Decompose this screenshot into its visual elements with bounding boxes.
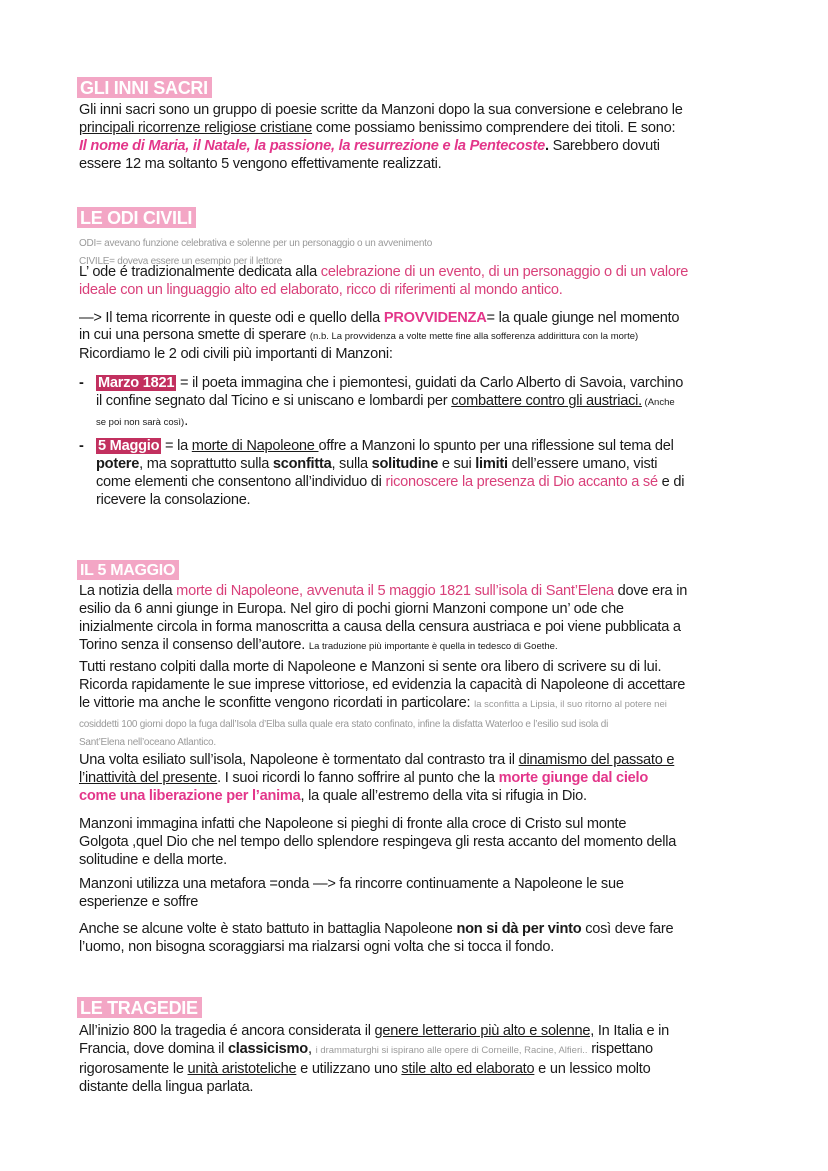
text-segment: = la [161,438,192,454]
text-segment: esperienze e soffre [79,894,199,910]
text-segment: L’ ode é tradizionalmente dedicata alla [79,264,321,280]
text-segment: Tutti restano colpiti dalla morte di Napoleone e Manzoni si sente ora libero di scrivere su di lui. [79,659,662,675]
text-line [96,491,759,509]
text-segment: Francia, dove domina il [79,1041,228,1057]
text-line [79,658,759,676]
text-segment: solitudine e della morte. [79,852,227,868]
text-segment: la sconfitta a Lipsia, il suo ritorno al potere nei [474,699,667,710]
text-segment: Anche se alcune volte è stato battuto in battaglia Napoleone [79,921,457,937]
text-segment: Golgota ,quel Dio che nel tempo dello splendore respingeva gli resta accanto del momento della [79,834,677,850]
text-segment: come possiamo benissimo comprendere dei titoli. E sono: [312,120,676,136]
text-segment: limiti [475,456,508,472]
text-line [79,694,759,714]
bullet-text [96,437,759,509]
text-segment: come elementi che consentono all’individuo di [96,474,386,490]
paragraph-metafora [79,875,759,911]
text-segment: classicismo [227,1041,308,1057]
paragraph-colpiti [79,658,759,750]
text-segment: sconfitta [272,456,332,472]
text-segment: In Italia e in [594,1023,670,1039]
text-line [79,714,759,732]
text-line [79,309,759,327]
bullet-marker: - [79,375,84,391]
text-line [79,618,759,636]
text-line [96,412,759,432]
text-segment: inizialmente circola in forma manoscritta a causa della censura austriaca e poi viene pubblicata a [79,619,681,635]
text-segment: così deve fare [581,921,674,937]
text-line [79,751,759,769]
text-segment: genere letterario più alto e solenne, [374,1023,595,1039]
text-segment: e di [657,474,685,490]
text-segment: dinamismo del passato e [518,752,675,768]
text-segment: morte di Napoleone, avvenuta il 5 maggio 1821 sull’isola di Sant’Elena [176,583,614,599]
paragraph-notizia [79,582,759,656]
text-line [79,938,759,956]
text-line [79,155,759,173]
text-segment: e sui [438,456,476,472]
text-line [79,345,759,363]
text-line [79,600,759,618]
paragraph-esilio [79,751,759,805]
text-segment: Manzoni utilizza una metafora =onda —> fa rincorre continuamente a Napoleone le sue [79,876,624,892]
text-line [79,875,759,893]
text-segment: come una liberazione per l’anima [79,788,301,804]
text-segment: Sant’Elena nell’oceano Atlantico. [79,737,216,748]
text-line [79,851,759,869]
text-segment: morte di Napoleone [191,438,319,454]
bullet-text [96,374,759,432]
text-segment: = la quale giunge nel momento [486,310,680,326]
text-line [79,636,759,656]
text-line [79,893,759,911]
text-segment: l’uomo, non bisogna scoraggiarsi ma rialzarsi ogni volta che si tocca il fondo. [79,939,555,955]
text-line [79,769,759,787]
paragraph-ode-definition [79,263,759,299]
text-segment: potere [96,456,140,472]
text-line [79,732,759,750]
text-line [79,327,759,345]
highlighted-label: 5 Maggio [98,438,160,454]
paragraph-golgota [79,815,759,869]
text-segment: riconoscere la presenza di Dio accanto a sé [385,474,658,490]
text-segment: e un lessico molto [534,1061,651,1077]
text-line [79,920,759,938]
text-line [96,437,759,455]
text-segment: dell’essere umano, visti [507,456,658,472]
text-segment: esilio da 6 anni giunge in Europa. Nel giro di pochi giorni Manzoni compone un’ ode che [79,601,624,617]
text-line [79,676,759,694]
text-segment: . [184,413,188,429]
text-line [79,101,759,119]
text-segment: , [307,1041,316,1057]
text-segment: i drammaturghi si ispirano alle opere di Corneille, Racine, Alfieri.. [315,1045,588,1056]
text-line [79,1040,759,1060]
paragraph-provvidenza [79,309,759,345]
text-segment: combattere contro gli austriaci. [451,393,642,409]
text-segment: solitudine [371,456,439,472]
text-segment: le vittorie ma anche le sconfitte vengono ricordati in particolare: [79,695,475,711]
text-segment: La notizia della [79,583,177,599]
text-segment: = il poeta immagina che i piemontesi, guidati da Carlo Alberto di Savoia, varchino [176,375,684,391]
paragraph-inni-intro [79,101,759,173]
text-segment: Torino senza il consenso dell’autore. [79,637,309,653]
text-segment: , sulla [331,456,372,472]
text-segment: Manzoni immagina infatti che Napoleone si pieghi di fronte alla croce di Cristo sul monte [79,816,627,832]
bullet-marzo-1821 [79,374,759,432]
text-segment: morte giunge dal cielo [498,770,648,786]
text-segment: e utilizzano uno [296,1061,402,1077]
text-line [79,1078,759,1096]
heading-odi-civili: LE ODI CIVILI [77,207,196,228]
text-segment: essere 12 ma soltanto 5 vengono effettivamente realizzati. [79,156,442,172]
text-line [79,1022,759,1040]
text-segment: , la quale all’estremo della vita si rifugia in Dio. [300,788,587,804]
text-segment: se poi non sarà così) [96,417,185,428]
text-segment: dove era in [613,583,688,599]
paragraph-non-si-da-per-vinto [79,920,759,956]
heading-inni-sacri: GLI INNI SACRI [77,77,212,98]
text-line [96,473,759,491]
text-line [79,263,759,281]
text-segment: rispettano [587,1041,653,1057]
text-segment: . I suoi ricordi lo fanno soffrire al punto che la [217,770,499,786]
text-line [79,281,759,299]
text-segment: l’inattività del presente [79,770,218,786]
bullet-5-maggio [79,437,759,509]
text-segment: il confine segnato dal Ticino e si uniscano e lombardi per [96,393,452,409]
text-line [79,137,759,155]
paragraph-tragedie [79,1022,759,1096]
text-segment: cosiddetti 100 giorni dopo la fuga dall’Isola d’Elba sulla quale era stato confinato, infine la disfatta Waterloo e l’esilio sud isola di [79,719,609,730]
text-segment: celebrazione di un evento, di un personaggio o di un valore [320,264,689,280]
text-segment: Il nome di Maria, il Natale, la passione, la resurrezione e la Pentecoste [79,138,545,154]
text-segment: CIVILE= doveva essere un esempio per il lettore [79,256,283,267]
heading-tragedie: LE TRAGEDIE [77,997,202,1018]
text-segment: stile alto ed elaborato [401,1061,535,1077]
text-segment: unità aristoteliche [187,1061,297,1077]
heading-5-maggio: IL 5 MAGGIO [77,560,179,580]
text-segment: ODI= avevano funzione celebrativa e solenne per un personaggio o un avvenimento [79,238,432,249]
text-segment: (n.b. La provvidenza a volte mette fine alla sofferenza addirittura con la morte) [309,331,639,342]
text-segment: Sarebbero dovuti [548,138,660,154]
text-segment: (Anche [641,397,675,408]
text-line [79,119,759,137]
paragraph-odi-intro [79,345,759,363]
text-line [79,815,759,833]
text-segment: Una volta esiliato sull’isola, Napoleone è tormentato dal contrasto tra il [79,752,519,768]
text-line [79,787,759,805]
text-segment: Ricorda rapidamente le sue imprese vittoriose, ed evidenzia la capacità di Napoleone di accettare [79,677,686,693]
text-line [96,374,759,392]
text-segment: La traduzione più importante è quella in tedesco di Goethe. [308,641,558,652]
text-line [79,833,759,851]
text-segment: Ricordiamo le 2 odi civili più importanti di Manzoni: [79,346,393,362]
text-line [79,582,759,600]
text-segment: ideale con un linguaggio alto ed elaborato, ricco di riferimenti al mondo antico. [79,282,563,298]
text-segment: ricevere la consolazione. [96,492,251,508]
text-segment: principali ricorrenze religiose cristiane [79,120,313,136]
text-segment: , ma soprattutto sulla [139,456,273,472]
text-segment: —> Il tema ricorrente in queste odi e quello della [79,310,384,326]
text-segment: All’inizio 800 la tragedia é ancora considerata il [79,1023,375,1039]
text-line [79,233,759,251]
highlighted-label: Marzo 1821 [98,375,175,391]
text-segment: Gli inni sacri sono un gruppo di poesie scritte da Manzoni dopo la sua conversione e celebrano le [79,102,683,118]
text-line [79,1060,759,1078]
text-segment: . [544,138,549,154]
text-segment: in cui una persona smette di sperare [79,327,310,343]
text-segment: non si dà per vinto [456,921,582,937]
text-segment: rigorosamente le [79,1061,188,1077]
text-segment: offre a Manzoni lo spunto per una riflessione sul tema del [318,438,674,454]
text-segment: distante della lingua parlata. [79,1079,254,1095]
text-line [96,392,759,412]
bullet-marker: - [79,438,84,454]
text-line [96,455,759,473]
text-segment: PROVVIDENZA [383,310,487,326]
